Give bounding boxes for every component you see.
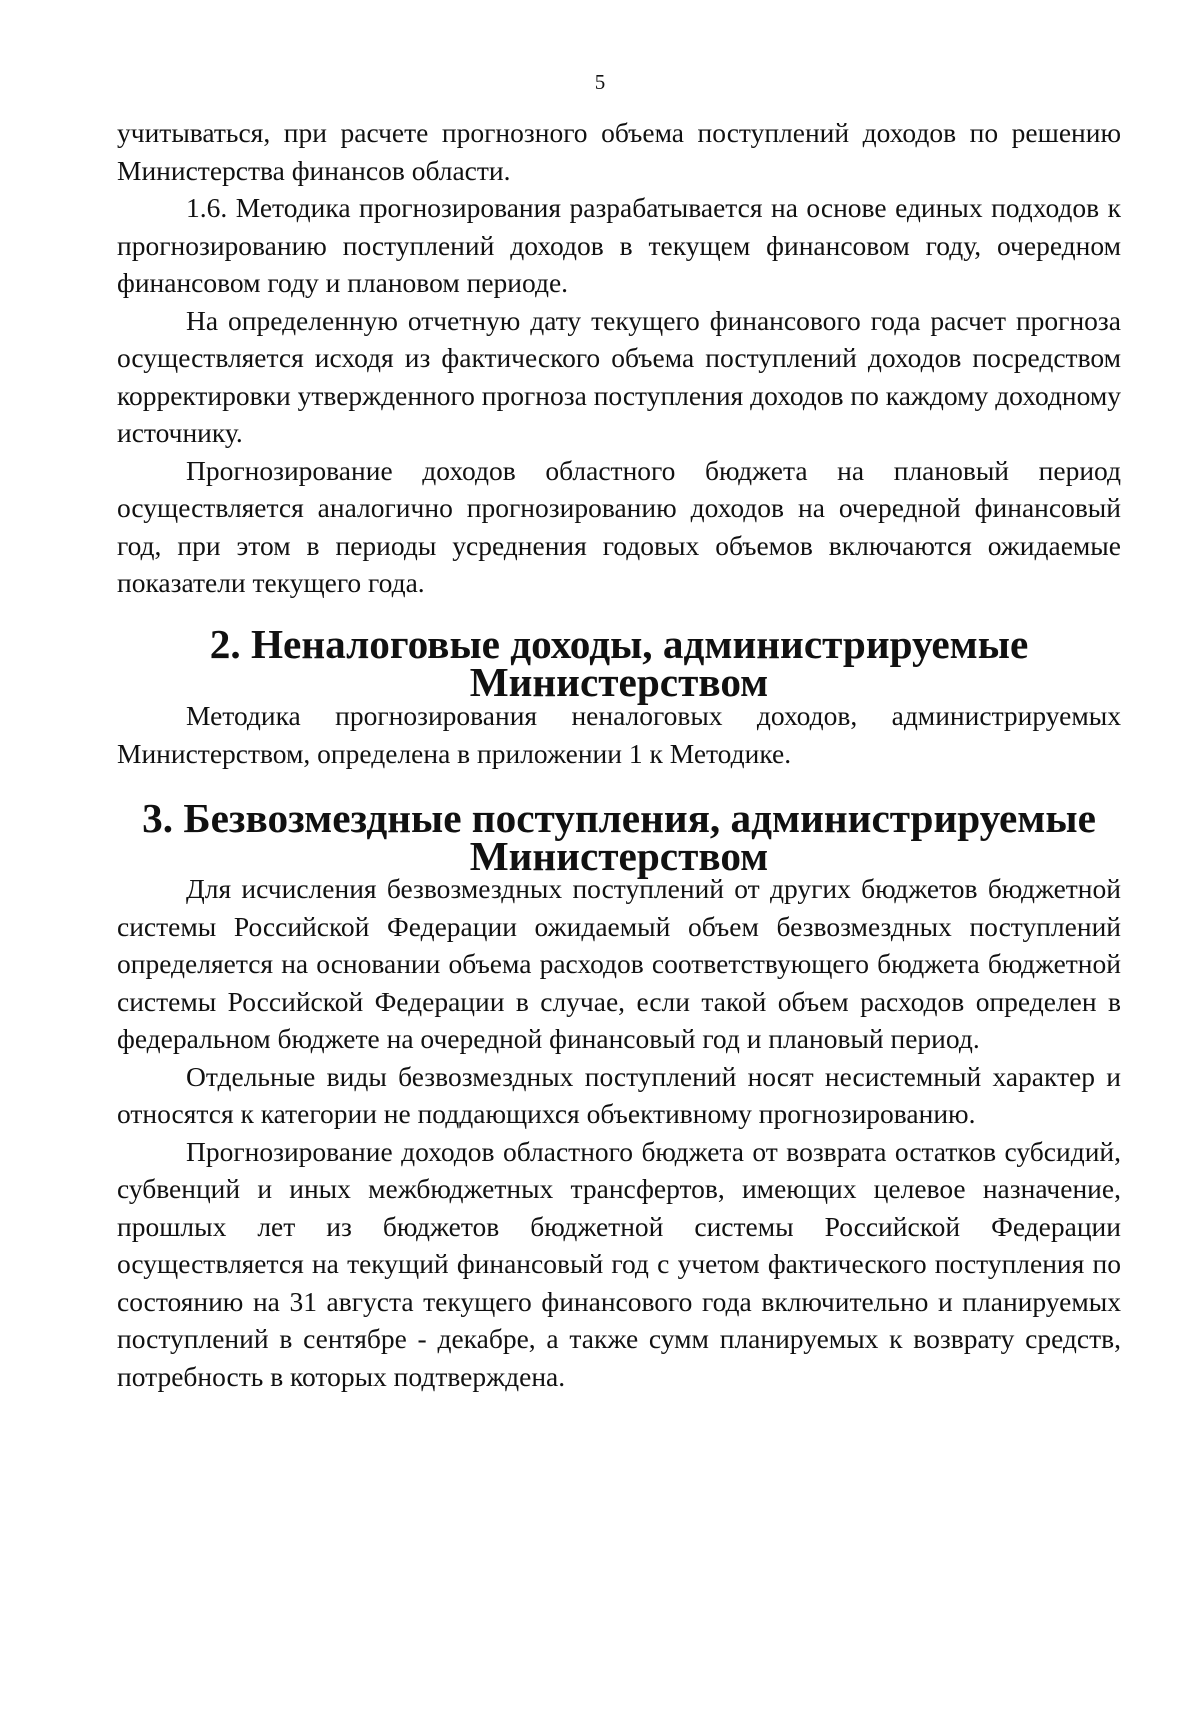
section-2-body xyxy=(117,697,1121,772)
section-3-paragraph-intro: Для исчисления безвозмездных поступлений от других бюджетов бюджетной системы Российской Федерации ожидаемый объем безвозмездных поступлений определяется на основании объема расходов соответствующего бюджета бюджетной системы Российской Федерации в случае, если такой объем расходов определен в федеральном бюджете на очередной финансовый год и плановый период. xyxy=(117,873,1121,1054)
section-2-paragraph: Методика прогнозирования неналоговых доходов, администрируемых Министерством, определена в приложении 1 к Методике. xyxy=(117,700,1121,769)
page-number: 5 xyxy=(594,70,606,94)
paragraph-1-6: 1.6. Методика прогнозирования разрабатывается на основе единых подходов к прогнозированию поступлений доходов в текущем финансовом году, очередном финансовом году и плановом периоде. xyxy=(117,192,1121,298)
intro-block xyxy=(117,114,1121,602)
paragraph-continuation: учитываться, при расчете прогнозного объема поступлений доходов по решению Министерства финансов области. xyxy=(117,117,1121,186)
section-3-body xyxy=(117,870,1121,1395)
section-2-heading: 2. Неналоговые доходы, администрируемые Министерством xyxy=(209,621,1029,705)
section-3-paragraph-nonsystemic: Отдельные виды безвозмездных поступлений носят несистемный характер и относятся к категории не поддающихся объективному прогнозированию. xyxy=(117,1060,1121,1129)
section-3-paragraph-refunds: Прогнозирование доходов областного бюджета от возврата остатков субсидий, субвенций и иных межбюджетных трансфертов, имеющих целевое назначение, прошлых лет из бюджетов бюджетной системы Российской Федерации осуществляется на текущий финансовый год с учетом фактического поступления по состоянию на 31 августа текущего финансового года включительно и планируемых поступлений в сентябре - декабре, а также сумм планируемых к возврату средств, потребность в которых подтверждена. xyxy=(117,1135,1121,1392)
section-3-heading: 3. Безвозмездные поступления, администрируемые Министерством xyxy=(142,795,1096,879)
paragraph-planning-period: Прогнозирование доходов областного бюджета на плановый период осуществляется аналогично прогнозированию доходов на очередной финансовый год, при этом в периоды усреднения годовых объемов включаются ожидаемые показатели текущего года. xyxy=(117,454,1121,598)
paragraph-reporting-date: На определенную отчетную дату текущего финансового года расчет прогноза осуществляется исходя из фактического объема поступлений доходов посредством корректировки утвержденного прогноза поступления доходов по каждому доходному источнику. xyxy=(117,304,1121,448)
